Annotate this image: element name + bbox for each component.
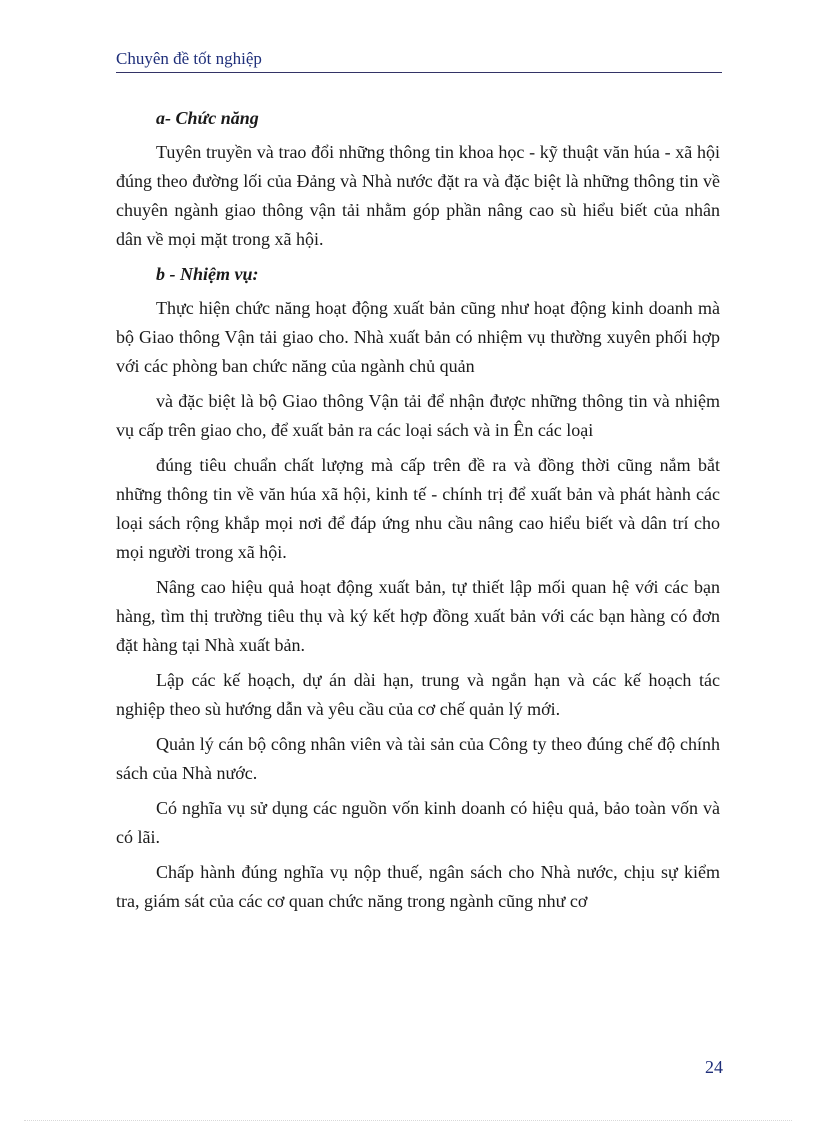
header-title: Chuyên đề tốt nghiệp <box>116 49 262 68</box>
page-number: 24 <box>705 1057 723 1077</box>
paragraph: Chấp hành đúng nghĩa vụ nộp thuế, ngân sách cho Nhà nước, chịu sự kiểm tra, giám sát của các cơ quan chức năng trong ngành cũng như cơ <box>116 862 720 911</box>
paragraph: Nâng cao hiệu quả hoạt động xuất bản, tự thiết lập mối quan hệ với các bạn hàng, tìm thị trường tiêu thụ và ký kết hợp đồng xuất bản với các bạn hàng có đơn đặt hàng tại Nhà xuất bản. <box>116 577 720 655</box>
document-body <box>116 104 720 922</box>
paragraph: Quản lý cán bộ công nhân viên và tài sản của Công ty theo đúng chế độ chính sách của Nhà nước. <box>116 734 720 783</box>
paragraph: và đặc biệt là bộ Giao thông Vận tải để nhận được những thông tin và nhiệm vụ cấp trên giao cho, để xuất bản ra các loại sách và in Ên các loại <box>116 391 720 440</box>
section-heading-nhiem-vu: b - Nhiệm vụ: <box>156 264 259 284</box>
section-heading-chuc-nang: a- Chức năng <box>156 108 259 128</box>
paragraph: Tuyên truyền và trao đổi những thông tin khoa học - kỹ thuật văn húa - xã hội đúng theo đường lối của Đảng và Nhà nước đặt ra và đặc biệt là những thông tin về chuyên ngành giao thông vận tải nhằm góp phần nâng cao sù hiểu biết của nhân dân về mọi mặt trong xã hội. <box>116 142 720 249</box>
paragraph: Lập các kế hoạch, dự án dài hạn, trung và ngắn hạn và các kế hoạch tác nghiệp theo sù hướng dẫn và yêu cầu của cơ chế quản lý mới. <box>116 670 720 719</box>
paragraph: Thực hiện chức năng hoạt động xuất bản cũng như hoạt động kinh doanh mà bộ Giao thông Vận tải giao cho. Nhà xuất bản có nhiệm vụ thường xuyên phối hợp với các phòng ban chức năng của ngành chủ quản <box>116 298 720 376</box>
paragraph: Có nghĩa vụ sử dụng các nguồn vốn kinh doanh có hiệu quả, bảo toàn vốn và có lãi. <box>116 798 720 847</box>
page-header <box>116 47 722 73</box>
paragraph: đúng tiêu chuẩn chất lượng mà cấp trên đề ra và đồng thời cũng nắm bắt những thông tin về văn húa xã hội, kinh tế - chính trị để xuất bản và phát hành các loại sách rộng khắp mọi nơi để đáp ứng nhu cầu nâng cao hiểu biết và dân trí cho mọi người trong xã hội. <box>116 455 720 562</box>
page-bottom-divider <box>24 1120 792 1121</box>
